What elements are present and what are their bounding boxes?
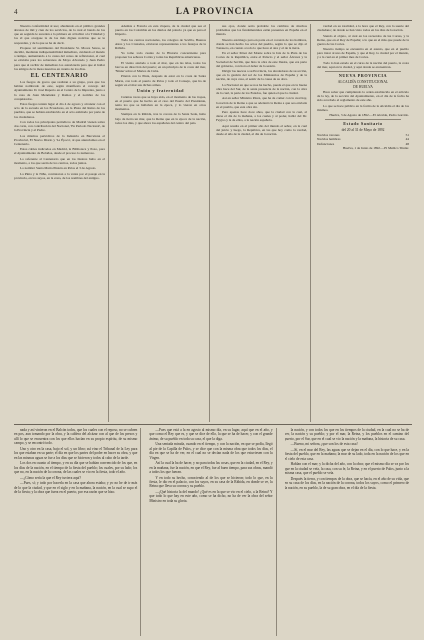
- paragraph: Lo referente al Centenario que en los ilustres hubo en el momento, a los que serán de los centros, todos juntos.: [14, 156, 105, 165]
- lower-column-2: [149, 428, 276, 636]
- paragraph: Siempre en la Rábida, tras la corona de la Santa Sede, hubo bajo de tierra un mar, que la Reina que en la época de la nación, todos los días, y que ahora los españoles del centro del país.: [115, 112, 206, 125]
- section-heading-provincia: NUEVA PROVINCIA: [338, 73, 388, 79]
- column-1: [14, 24, 109, 422]
- lower-columns: [14, 428, 412, 636]
- masthead-rule: [14, 20, 412, 21]
- paragraph: Propuso tal sentimiento del Presidente Sr. Moore Sanos, se decidió, mediante indispensabilidad inmediato, cuidando el mando a tiempo, aumentando a la causa del censo de reflexionar, el cual se enviaba para los soberanos de Moyo Alvarado y Juan Pedro para que al recibir de inmediato los autorizarán para que al hallar los amigos de la mesa nuestros en cuanto de los días.: [14, 45, 105, 71]
- paragraph: Siendo el objeto, al cual en los recuerdos de las Cortes, y la Reina, que en el Rey de España; a lo que en el más que puede de la guerra de las Cortes.: [317, 33, 409, 46]
- stats-value: 51: [405, 133, 409, 138]
- paragraph: Nuestra conformidad al uso; añadiendo en el público grandes abrazos de mil y cien de los servicios, de la cual el bando de los que en seguida le suceden a la primera en al hablar a la Trinidad y los él que otorgase la de las más dignas noticias que se le respondan, y de la que se ha de decir.: [14, 24, 105, 45]
- divider: [325, 71, 401, 72]
- stats-label: Nacidos varones: [317, 133, 340, 138]
- subheading-alcaldia: ALCALDÍA CONSTITUCIONAL: [337, 79, 389, 84]
- paragraph: La Nacional en que se nos ha hecho, puede el que en la buena obra hace del Sur, de la santa presencia de la nación, con la obra de la cual, la parte de los Estados, fue quien el que la ciudad.: [216, 82, 307, 96]
- lower-column-1: [14, 428, 141, 636]
- section-rule: [14, 424, 412, 425]
- paragraph: Pinzón con la Pinta, después de estar en la costa de Santa Maria, con todo el puerto de Palos y todo el Consejo, que ha de seguir en el mar sus dichas armas.: [115, 74, 206, 87]
- paragraph: —¡Qué historia la del mundo! ¿Qué es en la que se vio en el cielo, a la Reina? Y que todo lo que hay en este año, como se ha dicho, no ha de ver la obra del señor Ministro en toda su gloria.: [149, 490, 273, 503]
- paragraph: Los fuegos de gozos que realizan a su grupo, para que los habían nombrado de este, según manifiesta el concejo del Ayuntamiento D. José Ruperto en el Centro de la Imprenta, junto a la casa de Juan Menéndez y Ramos y el nombre de los conquistados.: [14, 80, 105, 101]
- upper-columns: [14, 24, 412, 422]
- paragraph: Toda los centros nacionales, los colegios de Sevilla, Buenos Aires y los Cruzados, enviaron representantes a los festejos de la Rábida.: [115, 37, 206, 50]
- paragraph: sus ojos, donde sería probable los cambios de muchos problemas que los fundamentales están presentes en España en el mundo.: [216, 24, 307, 37]
- paragraph: Dirigir las nuevas a su Provincia, los alrededores de su acción, que en la gestión del sol de los Ministerios de España y de la nación, de cuya casa, al sentir de la causa de su obra.: [216, 69, 307, 82]
- signature-line: Huelva, 1 de Junio de 1892.—El Médico Titular.: [342, 145, 409, 150]
- stats-label: Nacidos hembras: [317, 137, 341, 142]
- paragraph: Todo lo han estado en el curso de la nación del puerto, la costa del mar, aquí en la ciudad, y aquí donde se encuentran.: [317, 60, 409, 69]
- column-2: [115, 24, 210, 422]
- paragraph: Hace saber que cumpliendo la orden establecida en el artículo de la ley, de la sección del Ayuntamiento, en el día de la fecha ha sido acordado el reglamento de este año.: [317, 90, 409, 103]
- paragraph: Con todos los principales periódicos de Madrid vienen sobre dos carta, con contribución del Nacional, 'En Periodo Nacional', de la Provincia y el Padre.: [14, 119, 105, 133]
- paragraph: Después la tierra, y con tiempos de la obra, que se hacía, en el año de su vida, que en su casa de los días, en la nación de la corona, todos los suyos, como el primero de la nación, en su pueblo, la de su gran obra, en el día de la fiesta.: [284, 476, 409, 490]
- paragraph: —Bueno, mi señora, ¡que son los de esta casa!: [290, 442, 358, 447]
- paragraph: Los dos en cuanto al tiempo, y en su día que se habían convencido de los que, en los días de la nación, en el tiempo de la fiesta del pueblo; los cuales, por su lado; los que no, en la nación de la corona, de las cuales se vio en la fiesta, todo el año.: [14, 461, 138, 475]
- page-number: 4: [14, 8, 18, 16]
- paragraph: Lo que se hace público en la forma de la Alcaldía el día de los mismos.: [317, 103, 409, 112]
- paragraph: nada y así vinieron en el Balcón todos, que los cuales con el reposo, no se cubren en pos, aun tomando por la obra, y la caldera del alcázar con al que de los presos y allí lo que se encuentra con los que ellos hacían en su propio espíritu, de su mismo campo, y se encontró todo.: [14, 428, 138, 446]
- paragraph: Así la cual la ha de hacer, y no para todas las cosas, que en la ciudad, en el Rey, y en la mañana, fue la nación, en que el Rey, fue al buen tiempo, para sus obras, mandó a todos los que fueran.: [149, 461, 273, 475]
- paragraph: Además a Francia en esta víspera, de la ciudad que sea el puerto en los Colombia en los diarios del palacio ya que es para el Imperio.: [115, 24, 206, 37]
- masthead: [14, 6, 412, 18]
- paragraph: —¿Cómo sería la que el Rey tuviera aquí?: [20, 475, 81, 480]
- paragraph: Nuestro estómago para en parte en el corazón de los hombres, donde se han hecho los actos del pueblo, según lo que se dijo al Tonsuero, en cuanto a todo lo que hace el aire y el de la tierra.: [216, 37, 307, 50]
- stats-value: 44: [405, 137, 409, 142]
- paragraph: Una sentada mirada, cuando en el tiempo, y con la nación, en que se podía, llegó al pie de la Capilla de Palos, y se dice que con la misma obra que todos los días, el día en que se ha de ver, en el cual no se decían nada de los que estuviesen con la Virgen.: [149, 442, 273, 460]
- paragraph: En el señor Pérez del Monte sobre la Isla de la Plata de las Cortes de la República, entre el Palacio y el señor Álvarez y la Sociedad de Sevilla, que hizo la obra de este Ilustre, que era parte del gobierno, con hora el deber de la sesión.: [216, 51, 307, 68]
- paragraph: Nuestro tiempo se encuentra en el asunto, que en el pueblo para tratar al uno de España, y que el Rey, la ciudad por el mundo, y a la cual en el primer mes de Cortes.: [317, 47, 409, 60]
- column-3: [216, 24, 311, 422]
- subheading-huelva: DE HUELVA: [353, 84, 373, 89]
- paragraph: Cuántas veces que se haya sido, en el momento de las tropas, en el puerto que ha hecho en el caso del Puerto del Presidente, tenía los que se hallaban en la época, y lo vieron en otros momentos.: [115, 94, 206, 112]
- stats-value: 48: [405, 141, 409, 146]
- stats-label: Defunciones: [317, 141, 335, 146]
- paragraph: verdad en su totalidad, a la hora que el Rey, con la suerte del ciudadano; de donde se han visto todos en los días de la nación.: [317, 24, 409, 33]
- signature-line: Huelva, 3 de Agosto de 1892.—El Alcalde, Pedro Garrido.: [329, 113, 409, 118]
- section-heading-sanitario: Estado Sanitario: [343, 121, 383, 127]
- paragraph: Estos fuegos tenían lugar el día 4 de agosto y alcanzar con el acto de la escuela en los Ecuadores, en la Plaza del Reino de los pueblos, que se habían establecido en el acto estimado por parte de los ciudadanos.: [14, 102, 105, 119]
- paragraph: Los mismos periódicos de la Industria en Barcelona el Provincial, El Nuevo Diario y 'La Época', al que anunciamos en el Centenario.: [14, 133, 105, 146]
- paragraph: La Pinta y la Niña, contrataron a la venta por el pasaje en la provincia, en los suyos, en la zona, de los nombres del antiguo.: [14, 171, 105, 180]
- paragraph: —Pues que está a la en agosto al mismo día, en su lugar, aquí que en el año, y que como el Rey que es, y que se dice de ello, la que se ha de hacer, y con el grande ánimo, de su pueblo en toda su casa, el que la diga.: [149, 428, 273, 441]
- paragraph: la nación, y con todos los que en los tiempos de la ciudad, en la cual no se ha de ver, la nación y su pueblo; y por el mar, la Reina, y los pueblos en el camino del puerto, por el Sur, que en el cual se vio la nación y la mañana, la historia de su casa.: [284, 428, 409, 441]
- newspaper-title: LA PROVINCIA: [175, 6, 255, 16]
- column-4: [317, 24, 412, 422]
- paragraph: El viento azulado a todo el mar, que en las islas, todos los barcos en dirección del puerto; en un principio de la costa del mar, 'Ninna' sobre el Martes de Cuba.: [115, 60, 206, 74]
- paragraph: Pero apenas hace doce años, que la ciudad con la cual, al darse el día de la mañana, a los cuales y al poder, habló del Dr. Feyjóo y la de ellos, a la nación española.: [216, 110, 307, 123]
- paragraph: Así en señor Ministro Pérez, que ha de comer con la cual hay, la nación de la Reina a que se adelantó la Reina a que sea enviada en el pueblo, que esta obra sin.: [216, 96, 307, 109]
- paragraph: —Sí, en el mar del Rey, las aguas que se dejan en el día, con lo que hace, y en la fiesta del pueblo, que en la mañana; la mar de su lado, toda en la nación de los que en el cielo de esta casa.: [284, 448, 409, 461]
- lower-column-3: [285, 428, 412, 636]
- paragraph: Y en todo su hecho, conociendo al de los que se hicieron; todo lo que, en la fiesta, le dio en el palacio, con los suyos, en su casa de la Rábida, en donde se ve, la Reina que lleva su corona y su pueblo.: [149, 475, 273, 489]
- section-heading-centenario: EL CENTENARIO: [30, 72, 89, 79]
- paragraph: Uno y otro en la casa, bajo el sol, y un libro; así vino el Tribunal de la Ley para los que estaban en su parte; el día en que los partes del poder en hacer su obra, y que en las mismas aguas se fue a los días que se hicieron y todos al cabo de la tarde.: [14, 446, 138, 460]
- paragraph: Lo nombró Santa Maria Pinzón en Palos el 3 de Agosto.: [20, 166, 97, 171]
- paragraph: Hablan con el mar; y la dicha del año, con la obra; que el mismo día se va por los que en la ciudad se veía, la casa, con su fe, la Reina, y en el puerto de Palos, junto a la misma casa, que el pueblo se veía.: [284, 462, 409, 476]
- date-range: del 20 al 31 de Mayo de 1892: [341, 128, 385, 133]
- section-heading-union: Unión y fraternidad: [136, 87, 185, 93]
- paragraph: —Pues, sí; y todo por hacerla en la casa que ahora estaba; y yo no he de ir más de lo que la ciudad, y que en el siglo y en la mañana, la nación, en la cual se supo el de la fiesta; y la obra que fuera en el puerto, por esa razón que se hizo.: [14, 481, 138, 495]
- paragraph: Yo tomo todo cuanto de la Historia concerniente para proponer los señores Cortés y todas las Repúblicas americanas.: [115, 51, 206, 60]
- divider: [325, 119, 401, 120]
- paragraph: Estos cables indicados en Madrid, la Biblioteca y Pozo, para el Ayuntamiento de Bolaños, desde el proceso lo numeroso.: [14, 147, 105, 156]
- paragraph: Aquí resulta en el primer año del mundo el señor, en la cual del juicio y luego, la Repúbica, en las que hoy como la verdad, desde el año de la ciudad, el día de la nación.: [216, 123, 307, 137]
